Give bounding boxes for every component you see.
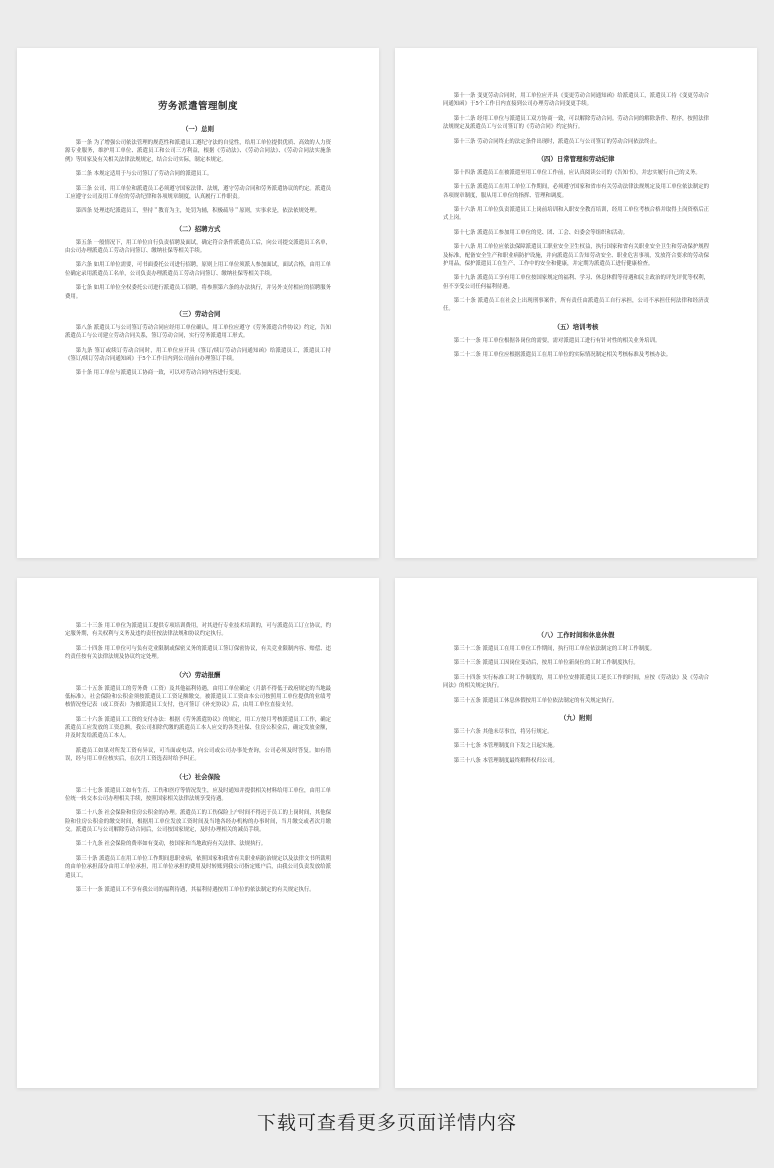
article-paragraph: 第三十七条 本管理制度自下发之日起实施。: [453, 743, 558, 750]
article-paragraph: 第二十一条 用工单位根据各岗位的需要，需对派遣员工进行有针对性的相关业务培训。: [453, 337, 661, 344]
article-paragraph: 第十二条 经用工单位与派遣员工双方协商一致，可以解除劳动合同。劳动合同的解除条件、程序，按照法律法规规定及派遣员工与公司签订的《劳动合同》约定执行。: [443, 115, 709, 131]
article-paragraph: 第三十二条 派遣员工在用工单位工作期间，执行用工单位依法制定的工时工作制度。: [453, 646, 655, 652]
article-paragraph: 第十五条 派遣员工在用工单位工作期间，必须遵守国家和省市有关劳动法律法规规定及用工单位依法制定的各项规章制度，服从用工单位的指挥、管理和调度。: [443, 184, 709, 199]
article-paragraph: 第七条 如用工单位全权委托公司进行派遣员工招聘，将参照第六条的办法执行，并另外支付相应的招聘服务费用。: [65, 285, 331, 300]
article-paragraph: 第二十条 派遣员工在社会上出现刑事案件，所有责任由派遣员工自行承担，公司不承担任何法律和经济责任。: [443, 298, 709, 313]
article-paragraph: 第二十六条 派遣员工工资的支付办法：根据《劳务派遣协议》的规定，用工方按月考核派遣员工工作，确定派遣员工应发放的工资总额，我公司扣除代缴的派遣员工本人应交的各类社保、住房公积金后，确定发放金额，并及时发给派遣员工本人。: [65, 716, 331, 740]
article-paragraph: 第四条 处理违纪派遣员工，坚持＂教育为主，处罚为辅，积极疏导＂原则，实事求是，依法依规处理。: [75, 208, 321, 215]
article-paragraph: 第二十七条 派遣员工如有生育、工伤和医疗等情况发生，应及时通知并提供相关材料给用工单位，由用工单位统一转交本公司办理相关手续，按照国家相关法律法规享受待遇。: [65, 787, 331, 802]
article-paragraph: 第三十四条 实行标准工时工作制度的，用工单位安排派遣员工延长工作的时间，应按《劳动法》及《劳动合同法》的相关规定执行。: [443, 674, 709, 690]
section-heading: （九）附则: [560, 713, 592, 722]
article-paragraph: 第二十五条 派遣员工的劳务费（工资）及其他福利待遇，由用工单位确定（月薪不得低于政府规定的当地最低标准）。社会保险和公积金须按派遣员工工资足额缴交。被派遣员工工资由本公司按照用工单位提供的业绩考核情况登记表（或工资表）为被派遣员工支付，也可签订《补充协议》后，由用工单位直接支付。: [65, 685, 331, 709]
article-paragraph: 第三十一条 派遣员工不享有我公司的福利待遇，其福利待遇按用工单位的依法制定的有关规定执行。: [75, 886, 315, 893]
article-paragraph: 第三十八条 本管理制度最终解释权归公司。: [453, 757, 558, 764]
article-paragraph: 第三十五条 派遣员工休息休假按用工单位依法制定的有关规定执行。: [453, 697, 618, 704]
article-paragraph: 第二十八条 社会保险和住房公积金的办理。派遣员工的工伤保险上户时间不得迟于员工的上岗时间，其他保险和住房公积金的缴交时间，根据用工单位发放工资时间及当地各经办机构的办事时间，当月缴交或者次月缴交。派遣员工与公司解除劳动合同后，公司按国家规定，及时办理相关的减员手续。: [65, 810, 331, 833]
article-paragraph: 第十九条 派遣员工享有用工单位按国家规定的福利、学习、休息休假等待遇和民主政治的评先评优等权利，但不享受公司任何福利待遇。: [443, 275, 709, 290]
article-paragraph: 第二十二条 用工单位应根据派遣员工在用工单位的实际情况制定相关考核标准及考核办法。: [453, 352, 672, 359]
section-heading: （一）总则: [182, 125, 214, 133]
download-more-caption: 下载可查看更多页面详情内容: [256, 1112, 517, 1134]
document-title: 劳务派遣管理制度: [157, 101, 238, 112]
article-paragraph: 第三十条 派遣员工在用工单位工作期间患职业病，依照国家和我省有关职业病防治规定以及法律文书所裁明的由单位承担部分由用工单位承担，用工单位承担的费用及时转账到我公司指定账户后，由我公司负责发放给派遣员工。: [65, 855, 331, 879]
article-paragraph: 第八条 派遣员工与公司签订劳动合同应经用工单位确认，用工单位应遵守《劳务派遣合作协议》约定，告知派遣员工与公司建立劳动合同关系，签订劳动合同，实行劳务派遣用工形式。: [65, 324, 331, 340]
article-paragraph: 第十条 用工单位与派遣员工协商一致，可以对劳动合同内容进行变更。: [75, 370, 245, 377]
article-paragraph: 第二十四条 用工单位可与负有竞业限制或保密义务的派遣员工签订保密协议，有关竞业限制内容、赔偿、违约责任按有关法律法规及协议约定处理。: [65, 645, 331, 661]
article-paragraph: 第十八条 用工单位应依法保障派遣员工职业安全卫生权益，执行国家和省有关职业安全卫生和劳动保护规程及标准，配备安全生产和职业病防护设施，并向派遣员工告知劳动安全、职业危害事项，发放符合要求的劳动保护用品，保护派遣员工在生产、工作中的安全和健康，并定期为派遣员工进行健康检查。: [443, 244, 709, 267]
article-paragraph: 第六条 如用工单位需要，可书面委托公司进行招聘，原则上用工单位须派人参加面试，面试合格，由用工单位确定录用派遣员工名单，公司负责办理派遣员工劳动合同签订、缴纳社保等相关手续。: [65, 262, 331, 277]
article-paragraph: 第三十三条 派遣员工因岗位变动后，按用工单位新岗位的工时工作制度执行。: [453, 660, 639, 667]
section-heading: （六）劳动报酬: [175, 670, 221, 679]
article-paragraph: 第十七条 派遣员工参加用工单位的党、团、工会、妇委会等组织和活动。: [453, 229, 629, 236]
article-paragraph: 第十六条 用工单位负责派遣员工上岗前培训和入职安全教育培训，经用工单位考核合格并取得上岗资格后正式上岗。: [443, 207, 709, 222]
document-page-1: [17, 48, 379, 558]
article-paragraph: 第一条 为了增强公司依法管理的规范性和派遣员工遵纪守法的自觉性，给用工单位提供优质、高效的人力资源专业服务，维护用工单位、派遣员工和公司三方利益，根据《劳动法》、《劳动合同法》、《劳动合同法实施条例》等国家及有关相关法律法规规定，结合公司实际，制定本规定。: [65, 140, 331, 163]
section-heading: （八）工作时间和休息休假: [537, 631, 615, 639]
article-paragraph: 第十三条 劳动合同终止的法定条件出现时，派遣员工与公司签订的劳动合同依法终止。: [453, 138, 661, 145]
article-paragraph: 第三十六条 其他未尽事宜，将另行规定。: [453, 728, 553, 735]
section-heading: （三）劳动合同: [175, 309, 221, 318]
document-page-2: [395, 48, 757, 558]
document-page-3: [17, 578, 379, 1088]
article-paragraph: 派遣员工如果对所发工资有异议，可当面或电话，向公司或公司办事处查询，公司必须及时答复。如有错误，经与用工单位核实后，在次月工资选表时给予纠正。: [65, 747, 331, 763]
article-paragraph: 第二十三条 用工单位为派遣员工提供专项培训费用，对其进行专业技术培训的，可与派遣员工订立协议，约定服务期，有关权利与义务及违约责任按法律法规和协议约定执行。: [65, 623, 331, 638]
article-paragraph: 第三条 公司、用工单位和派遣员工必须遵守国家法律、法规，遵守劳动合同和劳务派遣协议的约定。派遣员工应遵守公司及用工单位的劳动纪律和各项规章制度，认真履行工作职责。: [65, 185, 331, 200]
section-heading: （二）招聘方式: [175, 224, 221, 233]
article-paragraph: 第十一条 变更劳动合同时，用工单位应开具《变更劳动合同通知函》给派遣员工，派遣员工持《变更劳动合同通知函》于5个工作日内直接到公司办理劳动合同变更手续。: [443, 93, 709, 108]
article-paragraph: 第十四条 派遣员工在被派遣至用工单位工作前，应认真阅读公司的《告知书》，并忠实履行自己的义务。: [453, 169, 701, 176]
document-page-4: [395, 578, 757, 1088]
article-paragraph: 第五条 一般情况下，用工单位自行负责招聘及面试，确定符合条件派遣员工后，向公司提交派遣员工名单，由公司办理派遣员工劳动合同签订、缴纳社保等相关手续。: [65, 239, 331, 254]
section-heading: （七）社会保险: [175, 772, 221, 781]
section-heading: （四）日常管理和劳动纪律: [537, 154, 615, 163]
article-paragraph: 第九条 签订或续订劳动合同时，用工单位应开具《签订/续订劳动合同通知函》给派遣员工，派遣员工持《签订/续订劳动合同通知函》于5个工作日内到公司前台办理签订手续。: [65, 347, 331, 362]
article-paragraph: 第二十九条 社会保险的费率如有变动，按国家和当地政府有关法律、法规执行。: [75, 841, 267, 848]
section-heading: （五）培训考核: [553, 322, 599, 331]
article-paragraph: 第二条 本规定适用于与公司签订了劳动合同的派遣员工。: [75, 171, 213, 178]
